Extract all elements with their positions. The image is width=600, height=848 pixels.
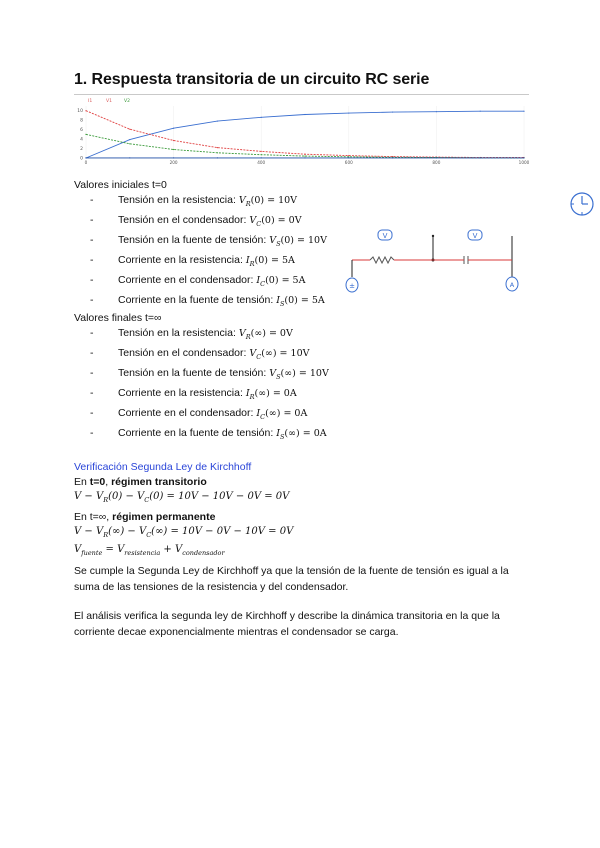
data-point <box>436 157 437 158</box>
svg-text:V: V <box>382 232 388 240</box>
capacitor-symbol <box>464 256 468 264</box>
item-subscript: S <box>279 433 285 441</box>
list-item-text <box>118 274 305 288</box>
item-value: (0) = 0V <box>261 215 302 226</box>
item-symbol: V <box>269 235 277 246</box>
kirchhoff-eq-t0 <box>74 491 289 504</box>
data-point <box>261 117 262 118</box>
data-point <box>129 143 130 144</box>
eq2-part-a: V − V <box>74 526 104 537</box>
clock-icon <box>568 190 596 218</box>
list-item-text <box>118 367 329 381</box>
list-item-text <box>118 294 325 308</box>
item-subscript: C <box>260 413 266 421</box>
resistor-symbol <box>370 257 394 263</box>
list-item-text <box>118 254 295 268</box>
list-item-text <box>118 194 297 208</box>
eq2-sub-2: C <box>146 531 152 539</box>
eq2-part-c: (∞) = 10V − 0V − 10V = 0V <box>151 526 294 537</box>
item-value: (∞) = 0A <box>254 388 297 399</box>
item-label: Tensión en el condensador: <box>118 214 250 226</box>
verification-heading: Verificación Segunda Ley de Kirchhoff <box>74 461 252 473</box>
data-point <box>261 151 262 152</box>
eq3-plus: + V <box>160 544 183 555</box>
data-point <box>85 157 86 158</box>
svg-text:±: ± <box>349 282 355 290</box>
data-point <box>129 157 130 158</box>
item-label: Tensión en la fuente de tensión: <box>118 367 270 379</box>
item-label: Tensión en la resistencia: <box>118 327 239 339</box>
eq3-sub-resistencia: resistencia <box>124 549 161 557</box>
item-subscript: S <box>276 373 281 381</box>
item-subscript: C <box>260 280 266 288</box>
data-point <box>217 152 218 153</box>
x-tick-label: 0 <box>84 160 88 165</box>
bullet-dash: - <box>90 347 94 359</box>
data-point <box>436 111 437 112</box>
y-tick-label: 8 <box>80 118 83 124</box>
item-symbol: V <box>269 368 277 379</box>
item-subscript: R <box>249 260 255 268</box>
item-value: (∞) = 0A <box>265 408 308 419</box>
item-label: Corriente en la fuente de tensión: <box>118 427 277 439</box>
tinf-prefix: En t=∞, <box>74 511 113 523</box>
item-subscript: C <box>256 220 262 228</box>
item-value: (0) = 5A <box>265 275 306 286</box>
bullet-dash: - <box>90 214 94 226</box>
item-subscript: R <box>245 200 251 208</box>
item-symbol: I <box>276 295 280 306</box>
bullet-dash: - <box>90 367 94 379</box>
data-point <box>348 112 349 113</box>
kirchhoff-eq-tinf <box>74 526 293 539</box>
data-point <box>85 110 86 111</box>
eq1-sub-1: R <box>103 496 109 504</box>
item-label: Corriente en el condensador: <box>118 407 257 419</box>
t0-bold: t=0 <box>89 476 106 488</box>
rc-circuit-diagram <box>340 222 530 302</box>
data-point <box>348 156 349 157</box>
item-symbol: I <box>245 388 250 399</box>
page-title: 1. Respuesta transitoria de un circuito RC serie <box>74 71 430 88</box>
list-item-text <box>118 347 309 361</box>
initial-heading: Valores iniciales t=0 <box>74 179 167 191</box>
item-symbol: V <box>238 328 246 339</box>
item-label: Corriente en el condensador: <box>118 274 257 286</box>
item-value: (∞) = 10V <box>261 348 310 359</box>
data-point <box>523 111 524 112</box>
data-point <box>348 157 349 158</box>
item-value: (0) = 5A <box>284 295 325 306</box>
legend-entry: V2 <box>124 99 130 104</box>
item-symbol: V <box>249 215 257 226</box>
item-subscript: C <box>256 353 262 361</box>
x-tick-label: 600 <box>344 160 353 165</box>
tinf-condition <box>74 511 215 523</box>
data-point <box>480 111 481 112</box>
bullet-dash: - <box>90 427 94 439</box>
item-symbol: I <box>245 255 250 266</box>
item-symbol: V <box>249 348 257 359</box>
tinf-regime: régimen permanente <box>112 511 216 523</box>
bullet-dash: - <box>90 327 94 339</box>
data-point <box>129 129 130 130</box>
svg-text:A: A <box>509 281 515 289</box>
y-tick-label: 4 <box>80 137 83 143</box>
data-point <box>261 154 262 155</box>
bullet-dash: - <box>90 407 94 419</box>
data-point <box>523 157 524 158</box>
x-tick-label: 200 <box>169 160 178 165</box>
svg-text:V: V <box>472 232 478 240</box>
t0-prefix: En <box>74 476 90 488</box>
item-value: (0) = 10V <box>280 235 327 246</box>
item-symbol: I <box>256 408 261 419</box>
eq3-sub-fuente: fuente <box>81 549 103 557</box>
data-point <box>217 121 218 122</box>
data-point <box>304 114 305 115</box>
list-item-text <box>118 407 307 421</box>
ammeter-icon <box>506 277 518 291</box>
data-point <box>392 157 393 158</box>
y-tick-label: 10 <box>77 109 83 115</box>
data-point <box>173 140 174 141</box>
eq1-part-a: V − V <box>74 491 104 502</box>
item-label: Tensión en la resistencia: <box>118 194 239 206</box>
conclusion-paragraph-1: Se cumple la Segunda Ley de Kirchhoff ya que la tensión de la fuente de tensión es igual a la suma de las tensiones de la resistencia y del condensador. <box>74 565 509 593</box>
item-subscript: S <box>279 300 285 308</box>
bullet-dash: - <box>90 274 94 286</box>
voltage-source-icon <box>346 278 358 292</box>
item-symbol: V <box>238 195 246 206</box>
t0-mid: , <box>105 476 112 488</box>
data-point <box>217 147 218 148</box>
eq2-sub-1: R <box>103 531 109 539</box>
data-point <box>304 156 305 157</box>
x-tick-label: 800 <box>432 160 441 165</box>
eq3-v1: V <box>74 544 82 555</box>
bullet-dash: - <box>90 387 94 399</box>
list-item-text <box>118 327 293 341</box>
data-point <box>173 128 174 129</box>
item-symbol: I <box>256 275 261 286</box>
item-value: (∞) = 0V <box>250 328 293 339</box>
item-label: Corriente en la resistencia: <box>118 387 246 399</box>
eq1-sub-2: C <box>144 496 150 504</box>
y-tick-label: 0 <box>80 156 83 162</box>
bullet-dash: - <box>90 194 94 206</box>
data-point <box>261 157 262 158</box>
item-label: Corriente en la resistencia: <box>118 254 246 266</box>
data-point <box>348 155 349 156</box>
y-tick-label: 2 <box>80 147 83 153</box>
eq1-part-c: (0) = 10V − 10V − 0V = 0V <box>149 491 290 502</box>
item-value: (0) = 5A <box>254 255 295 266</box>
item-symbol: I <box>276 428 280 439</box>
data-point <box>304 154 305 155</box>
legend-entry: V1 <box>106 99 112 104</box>
chart-svg <box>74 94 529 174</box>
data-point <box>173 149 174 150</box>
data-point <box>392 112 393 113</box>
bullet-dash: - <box>90 254 94 266</box>
t0-regime: régimen transitorio <box>111 476 207 488</box>
item-value: (∞) = 0A <box>284 428 327 439</box>
data-point <box>85 134 86 135</box>
conclusion-paragraph-2: El análisis verifica la segunda ley de Kirchhoff y describe la dinámica transitoria en la que la corriente decae exponencialmente mientras el condensador se carga. <box>74 610 500 638</box>
x-tick-label: 400 <box>257 160 266 165</box>
final-heading: Valores finales t=∞ <box>74 312 162 324</box>
y-tick-label: 6 <box>80 128 83 134</box>
item-value: (0) = 10V <box>250 195 298 206</box>
eq1-part-b: (0) − V <box>108 491 145 502</box>
item-subscript: R <box>245 333 251 341</box>
x-tick-label: 1000 <box>518 160 529 165</box>
data-point <box>173 157 174 158</box>
list-item-text <box>118 234 327 248</box>
data-point <box>304 157 305 158</box>
voltmeter-icon <box>468 230 482 240</box>
item-subscript: R <box>249 393 255 401</box>
eq3-sub-condensador: condensador <box>182 549 225 557</box>
data-point <box>129 139 130 140</box>
item-value: (∞) = 10V <box>280 368 329 379</box>
bullet-dash: - <box>90 234 94 246</box>
list-item-text <box>118 214 302 228</box>
voltmeter-icon <box>378 230 392 240</box>
item-label: Tensión en el condensador: <box>118 347 250 359</box>
series-line <box>86 111 524 158</box>
item-label: Corriente en la fuente de tensión: <box>118 294 277 306</box>
data-point <box>480 157 481 158</box>
eq2-part-b: (∞) − V <box>108 526 147 537</box>
data-point <box>217 157 218 158</box>
list-item-text <box>118 427 327 441</box>
eq3-equals: = V <box>102 544 125 555</box>
t0-condition <box>74 476 207 488</box>
list-item-text <box>118 387 297 401</box>
kirchhoff-general-eq <box>74 544 225 557</box>
legend-entry: I1 <box>88 99 93 104</box>
item-label: Tensión en la fuente de tensión: <box>118 234 270 246</box>
bullet-dash: - <box>90 294 94 306</box>
item-subscript: S <box>276 240 281 248</box>
transient-chart <box>74 94 529 174</box>
